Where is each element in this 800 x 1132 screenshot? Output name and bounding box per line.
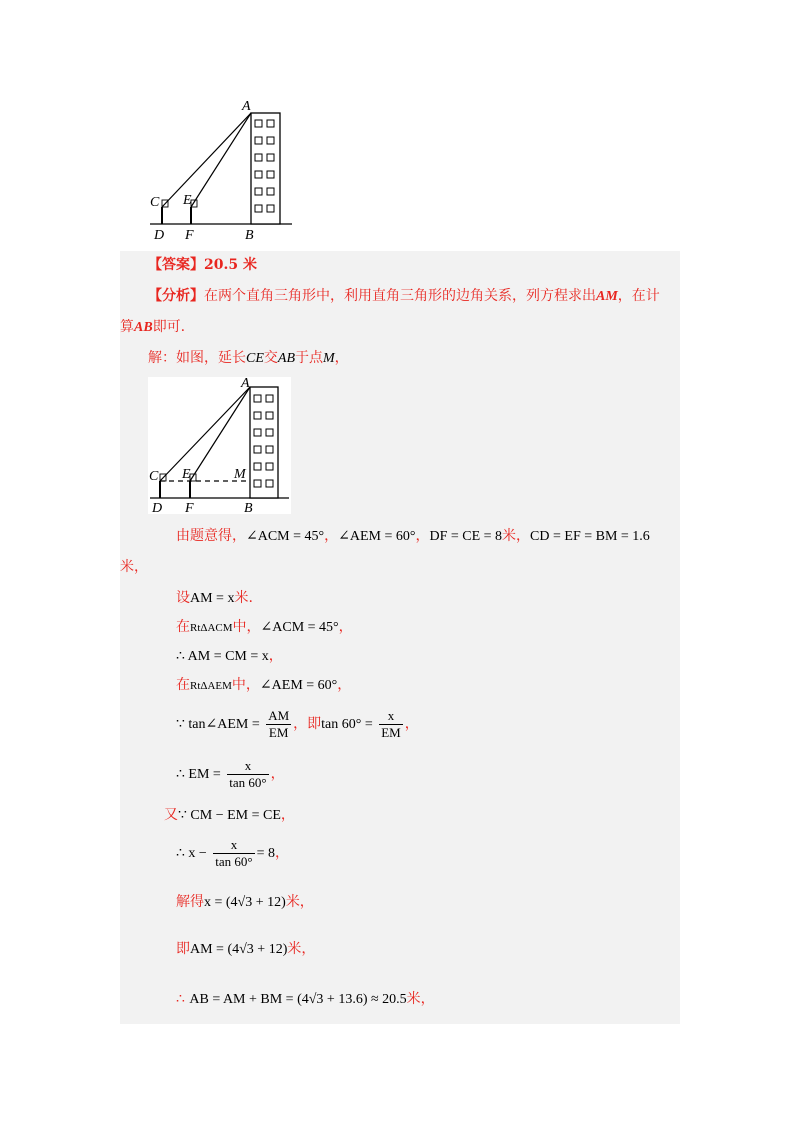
- s8-math: ∵ CM − EM = CE: [178, 808, 281, 823]
- label-c-2: C: [149, 469, 159, 484]
- s3-triangle: RtΔACM: [190, 622, 233, 634]
- s8-end: ，: [280, 807, 295, 823]
- s1-angle-acm: ∠ACM = 45°: [246, 529, 325, 544]
- s2-math: AM = x: [190, 591, 235, 606]
- label-e-2: E: [182, 467, 191, 482]
- s9-x-minus: ∴ x −: [176, 846, 207, 861]
- answer-tag: 【答案】: [148, 257, 204, 273]
- fraction-x-tan60-2: [213, 837, 254, 870]
- building-figure-1: [140, 96, 300, 242]
- fraction-x-em: [379, 708, 403, 741]
- s8-pre: 又: [164, 807, 178, 823]
- intro-ce: CE: [246, 351, 264, 366]
- label-f: F: [185, 228, 194, 242]
- step-9: [176, 835, 289, 872]
- intro-m: M: [323, 351, 335, 366]
- frac-num-x: x: [379, 708, 403, 725]
- s12-math: AB = AM + BM = (4√3 + 13.6) ≈ 20.5: [189, 992, 407, 1007]
- building-figure-2: [148, 377, 291, 514]
- label-c: C: [150, 195, 160, 210]
- s6-tan-aem: ∵ tan∠AEM =: [176, 717, 260, 732]
- s5-triangle: RtΔAEM: [190, 680, 232, 692]
- s2-end: 米.: [234, 590, 253, 606]
- s11-math: AM = (4√3 + 12): [190, 942, 288, 957]
- analysis-text-2-end: 即可.: [152, 319, 186, 335]
- step-2: [176, 589, 253, 608]
- answer-line: [148, 256, 257, 274]
- s3-end: ，: [338, 619, 353, 635]
- label-b: B: [245, 228, 254, 242]
- s4-end: ，: [268, 648, 283, 664]
- intro-end: ，: [334, 350, 349, 366]
- step-7: [176, 756, 285, 793]
- s11-end: 米，: [287, 941, 316, 957]
- s1-comma-1: ，: [324, 528, 339, 544]
- s5-mid: 中，: [231, 677, 260, 693]
- frac-num-x-2: x: [227, 758, 268, 775]
- s1-comma-2: ，: [415, 528, 430, 544]
- sight-line-ca: [162, 113, 251, 207]
- label-a: A: [242, 99, 251, 114]
- s1-df-ce: DF = CE = 8: [429, 529, 503, 544]
- fraction-am-em: [266, 708, 291, 741]
- step-3: [176, 618, 353, 637]
- analysis-ab: AB: [134, 320, 153, 335]
- step-12: [176, 990, 435, 1009]
- s2-pre: 设: [176, 590, 190, 606]
- analysis-text: 在两个直角三角形中，利用直角三角形的边角关系，列方程求出: [204, 288, 596, 304]
- frac-num-x-3: x: [213, 837, 254, 854]
- analysis-text-end: ，在计: [617, 288, 660, 304]
- intro-pre: 解：如图，延长: [148, 350, 246, 366]
- frac-den-em-2: EM: [381, 724, 401, 740]
- s1-cd-ef-bm: CD = EF = BM = 1.6: [530, 529, 650, 544]
- s1-cont: 米，: [120, 559, 148, 575]
- analysis-line-2: [120, 318, 185, 337]
- fraction-x-tan60: [227, 758, 268, 791]
- s9-end: ，: [275, 845, 290, 861]
- sight-line-ea: [191, 113, 251, 207]
- frac-den-tan60-2: tan 60°: [215, 853, 253, 869]
- frac-den-tan60: tan 60°: [229, 774, 267, 790]
- analysis-line-1: [148, 287, 660, 306]
- step-4: [176, 647, 283, 666]
- step-1: [176, 527, 650, 546]
- step-5: [176, 676, 351, 695]
- label-d: D: [154, 228, 165, 242]
- s7-end: ，: [270, 766, 285, 782]
- answer-value: 20.5 米: [204, 257, 257, 273]
- s1-unit: 米，: [502, 528, 531, 544]
- label-e: E: [183, 193, 192, 208]
- s5-end: ，: [337, 677, 352, 693]
- step-1-cont: [120, 558, 148, 576]
- frac-num-am: AM: [268, 707, 290, 723]
- step-10: [176, 893, 314, 912]
- s4-math: ∴ AM = CM = x: [176, 649, 269, 664]
- analysis-text-2: 算: [120, 319, 134, 335]
- frac-den-em: EM: [268, 724, 289, 740]
- s5-math: ∠AEM = 60°: [259, 678, 338, 693]
- s9-equals-8: = 8: [256, 846, 276, 861]
- s5-pre: 在: [176, 677, 190, 693]
- s3-pre: 在: [176, 619, 190, 635]
- s6-end: ，: [404, 716, 419, 732]
- intro-mid2: 于点: [295, 350, 323, 366]
- s1-angle-aem: ∠AEM = 60°: [338, 529, 416, 544]
- s6-tan60: tan 60° =: [321, 717, 373, 732]
- s12-pre: ∴: [176, 991, 185, 1007]
- analysis-am: AM: [596, 289, 618, 304]
- s10-pre: 解得: [176, 894, 204, 910]
- label-b-2: B: [244, 501, 253, 514]
- step-8: [164, 806, 295, 825]
- label-m-2: M: [234, 467, 246, 482]
- label-f-2: F: [185, 501, 194, 514]
- s12-end: 米，: [406, 991, 435, 1007]
- s1-pre: 由题意得，: [176, 528, 246, 544]
- label-a-2: A: [241, 377, 250, 391]
- s7-em: ∴ EM =: [176, 767, 221, 782]
- intro-mid: 交: [263, 350, 278, 366]
- s10-math: x = (4√3 + 12): [204, 895, 286, 910]
- analysis-tag: 【分析】: [148, 288, 204, 304]
- step-11: [176, 940, 315, 959]
- intro-ab: AB: [277, 351, 295, 366]
- step-6: [176, 706, 419, 743]
- label-d-2: D: [152, 501, 163, 514]
- s10-end: 米，: [285, 894, 314, 910]
- s11-pre: 即: [176, 941, 190, 957]
- solution-intro: [148, 349, 349, 368]
- s6-mid: ，即: [293, 716, 322, 732]
- s3-math: ∠ACM = 45°: [260, 620, 339, 635]
- s3-mid: 中，: [232, 619, 261, 635]
